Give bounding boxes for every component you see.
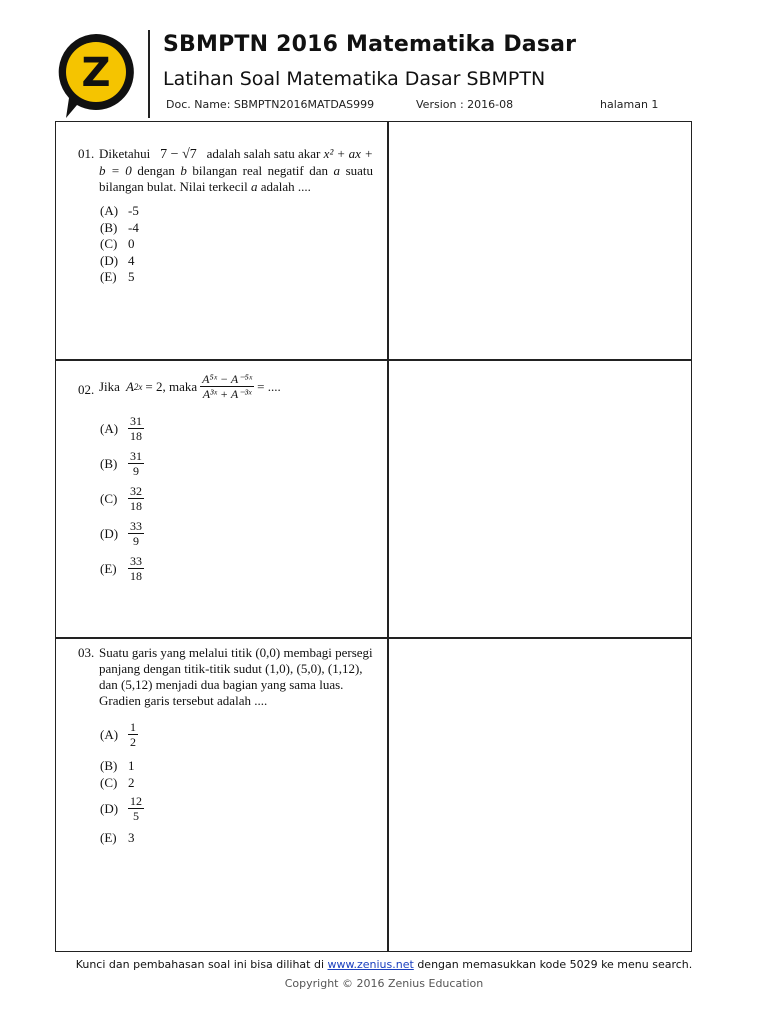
expression-7-minus-root7: 7 − √7	[160, 147, 197, 162]
header-divider	[148, 30, 150, 118]
options-list	[100, 717, 373, 847]
page-title: SBMPTN 2016 Matematika Dasar	[163, 32, 577, 57]
question-text: Diketahui 7 − √7 adalah salah satu akar x² + ax + b = 0 dengan b bilangan real negatif dan a suatu bilangan bulat. Nilai terkecil a adalah ....	[99, 146, 374, 194]
page-subtitle: Latihan Soal Matematika Dasar SBMPTN	[163, 68, 546, 90]
question-number: 03.	[78, 645, 95, 660]
zenius-logo	[52, 30, 140, 120]
options-list	[100, 411, 373, 586]
expression-fraction: $\frac{\text{A⁵ˣ − A⁻⁵ˣ}}{\text{A³ˣ + A⁻³ˣ}}$	[202, 372, 253, 401]
column-divider	[387, 122, 389, 951]
page-number: halaman 1	[600, 98, 659, 111]
equation: x² + ax + b = 0	[99, 146, 373, 178]
option-b[interactable]: (B) 1	[100, 758, 135, 774]
option-a[interactable]: (A) $\frac{1}{2}$	[100, 720, 136, 749]
version: Version : 2016-08	[416, 98, 514, 111]
question-grid	[55, 121, 692, 952]
logo-letter: Z	[81, 50, 111, 96]
question-text: Jika A 2x = 2, maka $\frac{\text{A⁵ˣ − A⁻⁵ˣ}}{\text{A³ˣ + A⁻³ˣ}}$ = ....	[99, 372, 281, 401]
footer-note: Kunci dan pembahasan soal ini bisa dilihat di www.zenius.net dengan memasukkan kode 5029 ke menu search.	[75, 958, 693, 971]
option-c[interactable]: (C) $\frac{32}{18}$	[100, 484, 142, 513]
option-d[interactable]: (D) $\frac{33}{9}$	[100, 519, 142, 548]
question-3	[78, 645, 373, 847]
option-b[interactable]: (B) -4	[100, 219, 139, 235]
option-d[interactable]: (D) $\frac{12}{5}$	[100, 794, 142, 823]
option-c[interactable]: (C) 2	[100, 774, 135, 790]
question-1	[78, 146, 373, 286]
option-a[interactable]: (A) -5	[100, 203, 139, 219]
options-list	[100, 203, 373, 286]
question-number: 02.	[78, 382, 95, 397]
option-d[interactable]: (D) 4	[100, 252, 135, 268]
copyright: Copyright © 2016 Zenius Education	[284, 977, 484, 990]
row-divider	[56, 637, 691, 639]
zenius-link[interactable]: www.zenius.net	[327, 958, 414, 971]
option-e[interactable]: (E) 5	[100, 269, 135, 285]
option-e[interactable]: (E) 3	[100, 830, 135, 846]
doc-name: Doc. Name: SBMPTN2016MATDAS999	[166, 98, 375, 111]
option-e[interactable]: (E) $\frac{33}{18}$	[100, 554, 142, 583]
question-text: Suatu garis yang melalui titik (0,0) membagi persegi panjang dengan titik-titik sudut (1,0), (5,0), (1,12), dan (5,12) menjadi dua bagian yang sama luas. Gradien garis tersebut adalah ....	[99, 645, 373, 708]
question-2	[78, 372, 373, 586]
row-divider	[56, 359, 691, 361]
question-number: 01.	[78, 146, 95, 161]
option-c[interactable]: (C) 0	[100, 236, 135, 252]
option-b[interactable]: (B) $\frac{31}{9}$	[100, 449, 142, 478]
option-a[interactable]: (A) $\frac{31}{18}$	[100, 414, 142, 443]
